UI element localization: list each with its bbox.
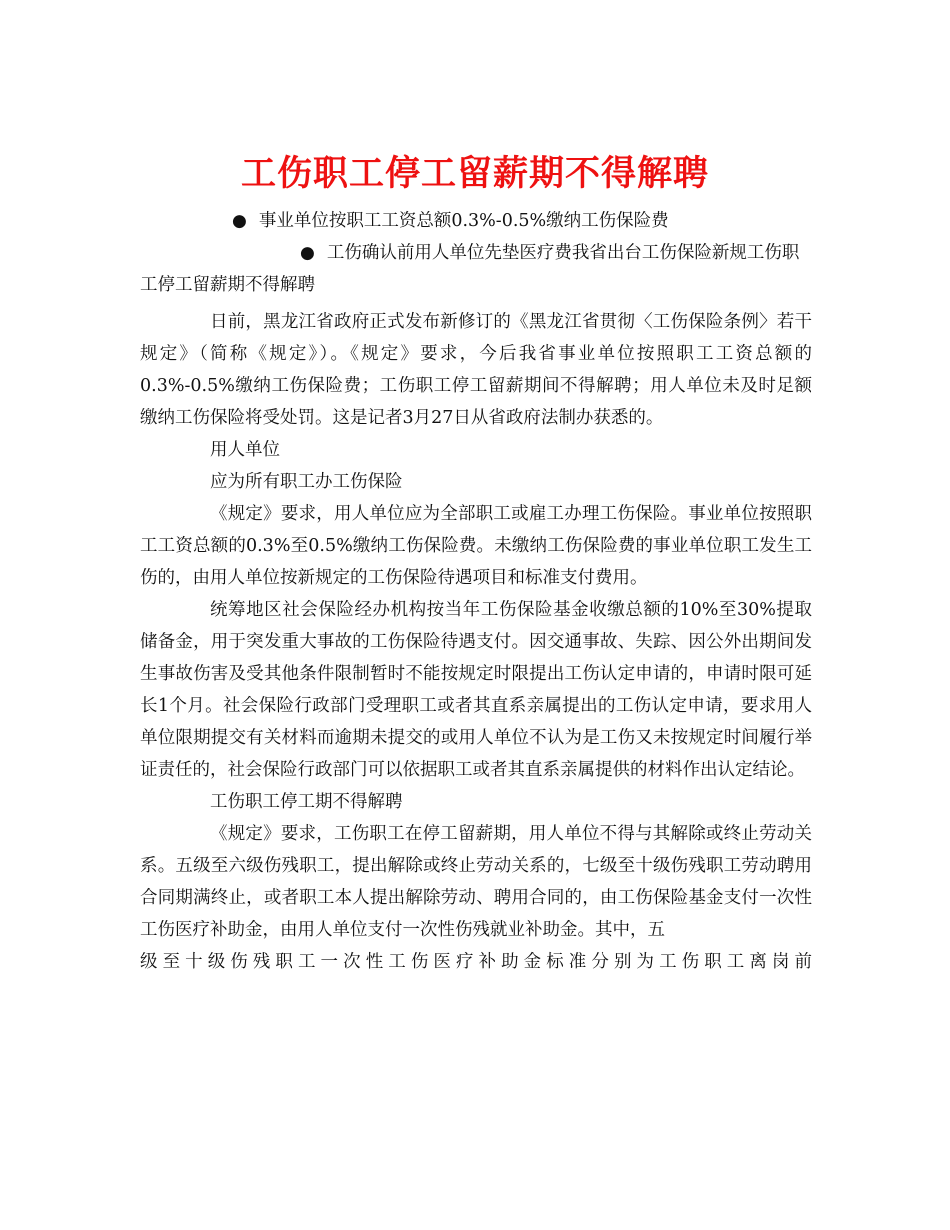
bullet-item [140,237,812,301]
section-heading: 应为所有职工办工伤保险 [210,472,403,492]
paragraph-intro: 日前，黑龙江省政府正式发布新修订的《黑龙江省贯彻〈工伤保险条例〉若干规定》（简称《规定》）。《规定》要求，今后我省事业单位按照职工工资总额的0.3%-0.5%缴纳工伤保险费；工伤职工停工留薪期间不得解聘；用人单位未及时足额缴纳工伤保险将受处罚。这是记者3月27日从省政府法制办获悉的。 [140,312,812,428]
bullet-text: 工伤确认前用人单位先垫医疗费我省出台工伤保险新规工伤职工停工留薪期不得解聘 [140,243,800,295]
section-heading: 用人单位 [210,440,280,460]
black-circle-icon: ● [232,211,247,231]
document-title: 工伤职工停工留薪期不得解聘 [240,153,709,195]
section-heading: 工伤职工停工期不得解聘 [210,792,403,812]
paragraph: 《规定》要求，工伤职工在停工留薪期，用人单位不得与其解除或终止劳动关系。五级至六级伤残职工，提出解除或终止劳动关系的，七级至十级伤残职工劳动聘用合同期满终止，或者职工本人提出解除劳动、聘用合同的，由工伤保险基金支付一次性工伤医疗补助金，由用人单位支付一次性伤残就业补助金。其中，五 [140,824,812,940]
paragraph: 《规定》要求，用人单位应为全部职工或雇工办理工伤保险。事业单位按照职工工资总额的0.3%至0.5%缴纳工伤保险费。未缴纳工伤保险费的事业单位职工发生工伤的，由用人单位按新规定的工伤保险待遇项目和标准支付费用。 [140,504,812,588]
paragraph: 统筹地区社会保险经办机构按当年工伤保险基金收缴总额的10%至30%提取储备金，用于突发重大事故的工伤保险待遇支付。因交通事故、失踪、因公外出期间发生事故伤害及受其他条件限制暂时不能按规定时限提出工伤认定申请的，申请时限可延长1个月。社会保险行政部门受理职工或者其直系亲属提出的工伤认定申请，要求用人单位限期提交有关材料而逾期未提交的或用人单位不认为是工伤又未按规定时间履行举证责任的，社会保险行政部门可以依据职工或者其直系亲属提供的材料作出认定结论。 [140,600,812,780]
bullet-text: 事业单位按职工工资总额0.3%-0.5%缴纳工伤保险费 [258,211,669,231]
paragraph-continuation: 级至十级伤残职工一次性工伤医疗补助金标准分别为工伤职工离岗前 [140,952,812,972]
black-circle-icon: ● [300,243,315,263]
bullet-item [140,205,812,237]
document-body [140,205,812,978]
